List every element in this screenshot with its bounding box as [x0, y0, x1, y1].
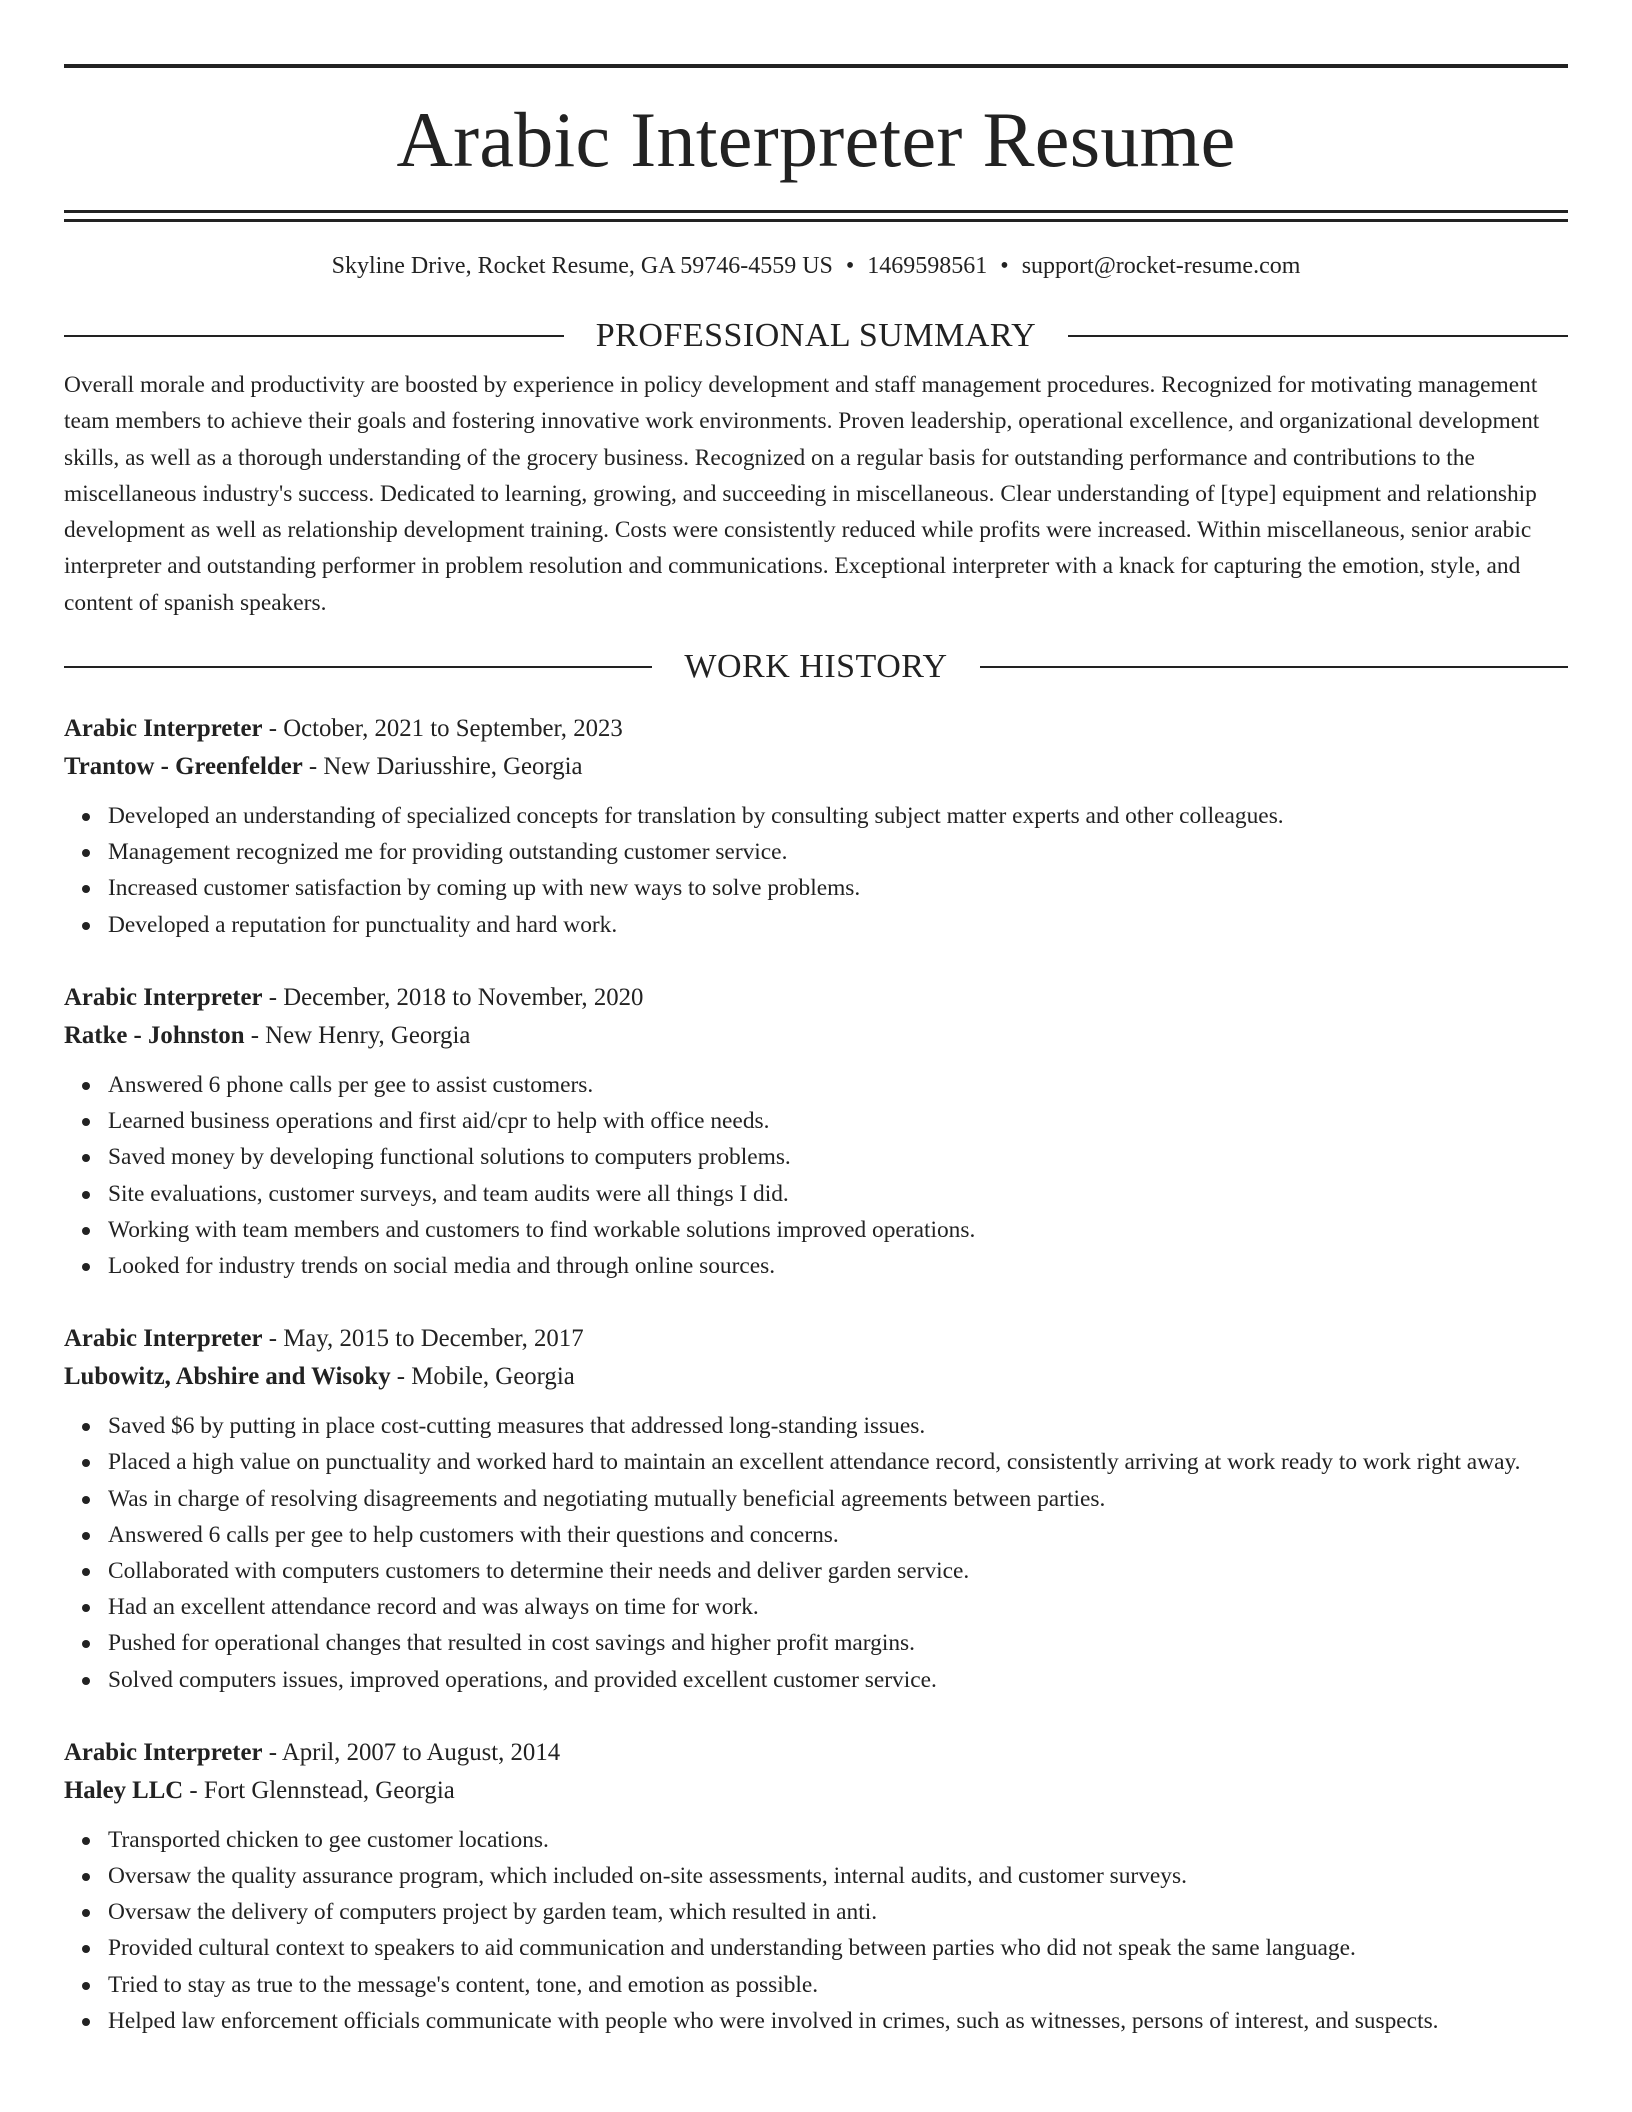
- job-title: Arabic Interpreter: [64, 715, 263, 743]
- job-dates: - May, 2015 to December, 2017: [262, 1325, 584, 1353]
- work-history-list: [64, 710, 1568, 2039]
- job-title-line: [64, 1734, 1568, 1772]
- job-dates: - December, 2018 to November, 2020: [262, 983, 644, 1011]
- contact-separator: •: [845, 253, 855, 279]
- summary-text: Overall morale and productivity are boosted by experience in policy development and staff management procedures. Recognized for motivating management team members to achieve their goals and fostering innovative work environments. Proven leadership, operational excellence, and organizational development skills, as well as a thorough understanding of the grocery business. Recognized on a regular basis for outstanding performance and contributions to the miscellaneous industry's success. Dedicated to learning, growing, and succeeding in miscellaneous. Clear understanding of [type] equipment and relationship development as well as relationship development training. Costs were consistently reduced while profits were increased. Within miscellaneous, senior arabic interpreter and outstanding performer in problem resolution and communications. Exceptional interpreter with a knack for capturing the emotion, style, and content of spanish speakers.: [64, 372, 1540, 616]
- list-item: Pushed for operational changes that resulted in cost savings and higher profit margins.: [64, 1625, 1568, 1661]
- list-item: Working with team members and customers to find workable solutions improved operations.: [64, 1212, 1568, 1248]
- list-item: Answered 6 calls per gee to help customers with their questions and concerns.: [64, 1517, 1568, 1553]
- job-location: - Mobile, Georgia: [390, 1363, 575, 1391]
- contact-email: support@rocket-resume.com: [1021, 253, 1301, 279]
- top-rule: [64, 64, 1568, 68]
- list-item: Transported chicken to gee customer locations.: [64, 1822, 1568, 1858]
- work-heading: WORK HISTORY: [684, 648, 948, 686]
- list-item: Learned business operations and first aid/cpr to help with office needs.: [64, 1103, 1568, 1139]
- list-item: Had an excellent attendance record and was always on time for work.: [64, 1589, 1568, 1625]
- job-entry: [64, 1734, 1568, 2039]
- summary-section-header: [64, 316, 1568, 356]
- list-item: Developed a reputation for punctuality and hard work.: [64, 907, 1568, 943]
- list-item: Placed a high value on punctuality and worked hard to maintain an excellent attendance record, consistently arriving at work ready to work right away.: [64, 1444, 1568, 1480]
- summary-heading: PROFESSIONAL SUMMARY: [595, 317, 1037, 354]
- job-company-line: [64, 748, 1568, 786]
- job-company: Haley LLC: [64, 1776, 184, 1804]
- work-section-header: [64, 647, 1568, 687]
- job-bullet-list: [64, 798, 1568, 943]
- job-location: - New Dariusshire, Georgia: [302, 753, 583, 781]
- list-item: Saved money by developing functional solutions to computers problems.: [64, 1139, 1568, 1175]
- job-entry: [64, 710, 1568, 943]
- job-company: Trantow - Greenfelder: [64, 753, 303, 781]
- job-title-line: [64, 1320, 1568, 1358]
- list-item: Tried to stay as true to the message's content, tone, and emotion as possible.: [64, 1967, 1568, 2003]
- list-item: Provided cultural context to speakers to aid communication and understanding between parties who did not speak the same language.: [64, 1930, 1568, 1966]
- job-bullet-list: [64, 1822, 1568, 2039]
- job-company-line: [64, 1358, 1568, 1396]
- list-item: Site evaluations, customer surveys, and team audits were all things I did.: [64, 1176, 1568, 1212]
- list-item: Was in charge of resolving disagreements and negotiating mutually beneficial agreements between parties.: [64, 1481, 1568, 1517]
- list-item: Looked for industry trends on social media and through online sources.: [64, 1248, 1568, 1284]
- job-entry: [64, 1320, 1568, 1698]
- list-item: Helped law enforcement officials communicate with people who were involved in crimes, such as witnesses, persons of interest, and suspects.: [64, 2003, 1568, 2039]
- contact-address: Skyline Drive, Rocket Resume, GA 59746-4559 US: [331, 253, 833, 279]
- contact-separator: •: [1000, 253, 1009, 279]
- job-bullet-list: [64, 1067, 1568, 1284]
- list-item: Oversaw the quality assurance program, which included on-site assessments, internal audits, and customer surveys.: [64, 1858, 1568, 1894]
- job-title-line: [64, 979, 1568, 1017]
- resume-title: Arabic Interpreter Resume: [396, 96, 1236, 183]
- list-item: Solved computers issues, improved operations, and provided excellent customer service.: [64, 1662, 1568, 1698]
- job-dates: - April, 2007 to August, 2014: [262, 1738, 561, 1766]
- section-rule-right: [1068, 335, 1568, 337]
- list-item: Collaborated with computers customers to determine their needs and deliver garden service.: [64, 1553, 1568, 1589]
- section-rule-left: [64, 666, 652, 668]
- job-location: - New Henry, Georgia: [244, 1021, 471, 1049]
- list-item: Oversaw the delivery of computers project by garden team, which resulted in anti.: [64, 1894, 1568, 1930]
- resume-page: [64, 64, 1568, 2039]
- section-rule-left: [64, 335, 564, 337]
- job-bullet-list: [64, 1408, 1568, 1698]
- job-title-line: [64, 710, 1568, 748]
- job-company: Lubowitz, Abshire and Wisoky: [64, 1363, 391, 1391]
- job-title: Arabic Interpreter: [64, 983, 263, 1011]
- contact-line: [64, 254, 1568, 278]
- job-company-line: [64, 1772, 1568, 1810]
- list-item: Saved $6 by putting in place cost-cutting measures that addressed long-standing issues.: [64, 1408, 1568, 1444]
- list-item: Developed an understanding of specialized concepts for translation by consulting subject matter experts and other colleagues.: [64, 798, 1568, 834]
- contact-phone: 1469598561: [867, 253, 988, 279]
- title-double-rule: [64, 210, 1568, 222]
- job-dates: - October, 2021 to September, 2023: [262, 715, 623, 743]
- job-company: Ratke - Johnston: [64, 1021, 245, 1049]
- job-title: Arabic Interpreter: [64, 1738, 263, 1766]
- list-item: Increased customer satisfaction by coming up with new ways to solve problems.: [64, 870, 1568, 906]
- job-entry: [64, 979, 1568, 1284]
- list-item: Management recognized me for providing outstanding customer service.: [64, 834, 1568, 870]
- job-company-line: [64, 1017, 1568, 1055]
- section-rule-right: [980, 666, 1568, 668]
- list-item: Answered 6 phone calls per gee to assist customers.: [64, 1067, 1568, 1103]
- job-title: Arabic Interpreter: [64, 1325, 263, 1353]
- job-location: - Fort Glennstead, Georgia: [183, 1776, 455, 1804]
